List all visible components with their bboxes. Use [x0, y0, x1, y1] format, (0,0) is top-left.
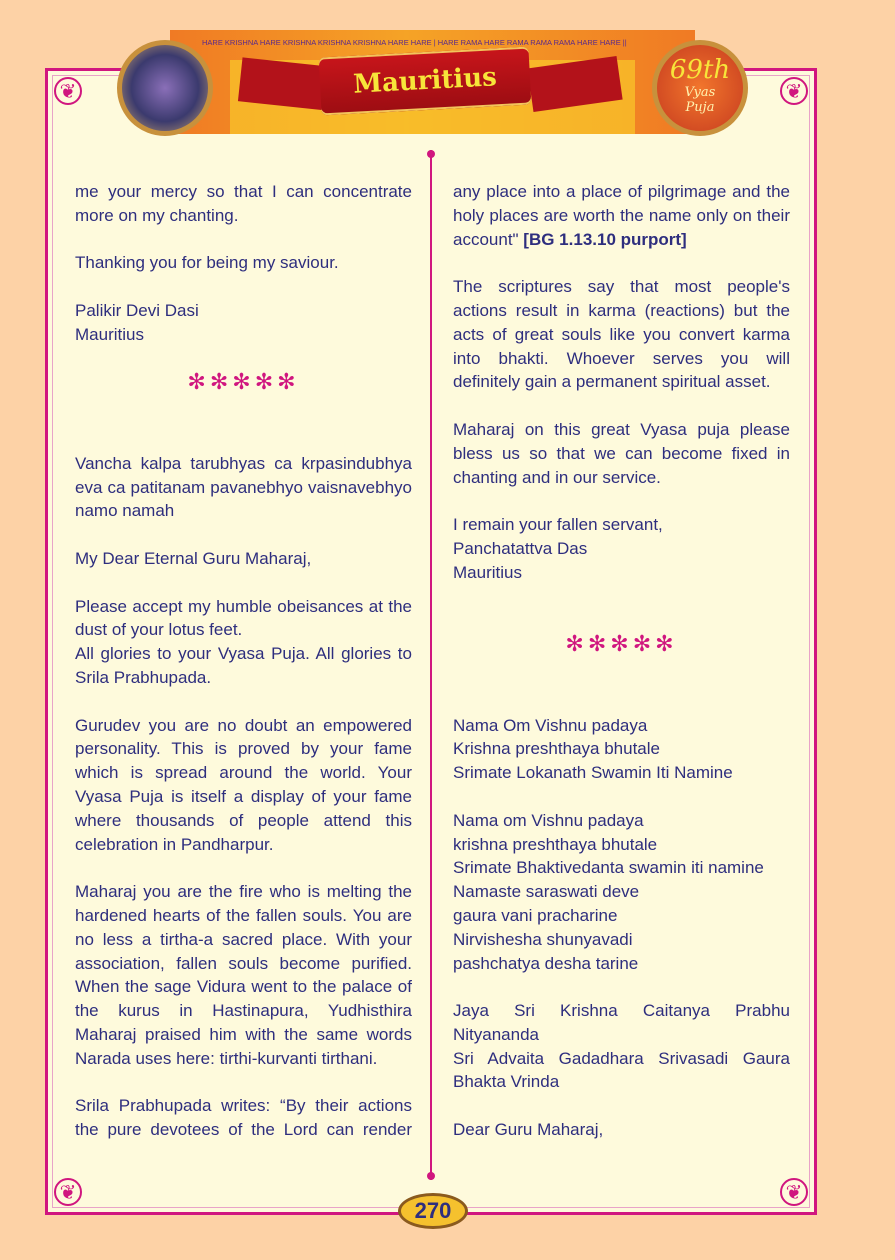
text-line [453, 1047, 790, 1071]
text-line [75, 1094, 412, 1118]
text-line [75, 928, 412, 952]
paragraph [75, 880, 412, 1070]
line-text: the kurus in Hastinapura, Yudhisthira [75, 1001, 412, 1021]
line-text: Thanking you for being my saviour. [75, 253, 339, 273]
text-line [453, 928, 790, 952]
corner-ornament-icon: ❦ [54, 77, 82, 105]
text-line [75, 1047, 412, 1071]
text-line [453, 180, 790, 204]
text-line [453, 370, 790, 394]
line-text: bless us so that we can become fixed in [453, 443, 790, 463]
text-line [453, 275, 790, 299]
line-text: Maharaj you are the fire who is melting the [75, 882, 412, 902]
text-line [453, 737, 790, 761]
line-text: Nama Om Vishnu padaya [453, 715, 648, 735]
text-line [75, 204, 412, 228]
text-line [453, 856, 790, 880]
line-text: Mauritius [75, 324, 144, 344]
text-line [453, 952, 790, 976]
text-line [453, 761, 790, 785]
paragraph [75, 180, 412, 228]
text-line [75, 904, 412, 928]
line-text: Nityananda [453, 1024, 540, 1044]
text-line [453, 299, 790, 323]
line-text: into bhakti. Whoever serves you will [453, 348, 790, 368]
paragraph [75, 452, 412, 523]
text-line [453, 347, 790, 371]
paragraph [75, 714, 412, 857]
line-text: Srimate Bhaktivedanta swamin iti namine [453, 858, 764, 878]
text-line [75, 618, 412, 642]
text-line [75, 476, 412, 500]
line-text: I remain your fallen servant, [453, 515, 663, 535]
line-text: Panchatattva Das [453, 538, 588, 558]
line-text: The scriptures say that most people's [453, 277, 790, 297]
line-text: where thousands of people attend this [75, 810, 412, 830]
corner-ornament-icon: ❦ [54, 1178, 82, 1206]
text-line [75, 666, 412, 690]
text-line [75, 952, 412, 976]
text-line [75, 499, 412, 523]
paragraph [453, 809, 790, 976]
line-text: Vancha kalpa tarubhyas ca krpasindubhya [75, 453, 412, 473]
line-text: holy places are worth the name only on their [453, 205, 790, 225]
section-separator-stars: ✻✻✻✻✻ [565, 631, 678, 657]
line-text: Maharaj praised him with the same words [75, 1024, 412, 1044]
right-column [453, 180, 790, 1166]
line-text: dust of your lotus feet. [75, 620, 243, 640]
line-text: which is spread around the world. Your [75, 763, 412, 783]
text-line [75, 642, 412, 666]
line-text: hardened hearts of the fallen souls. You are [75, 905, 412, 925]
text-line [453, 204, 790, 228]
text-line [453, 228, 790, 252]
text-line [453, 809, 790, 833]
vyas-puja-badge [652, 40, 748, 136]
corner-ornament-icon: ❦ [780, 77, 808, 105]
badge-line2: Puja [685, 100, 715, 115]
line-text: Mauritius [453, 562, 522, 582]
line-text: Please accept my humble obeisances at the [75, 596, 412, 616]
badge-line1: Vyas [684, 85, 716, 100]
text-line [453, 833, 790, 857]
line-text: Maharaj on this great Vyasa puja please [453, 419, 790, 439]
paragraph [453, 275, 790, 394]
paragraph [75, 595, 412, 690]
line-text: association, fallen souls become purified. [75, 953, 412, 973]
text-line [453, 323, 790, 347]
paragraph [453, 714, 790, 785]
line-text: pashchatya desha tarine [453, 953, 639, 973]
text-line [453, 466, 790, 490]
line-text: account" [453, 229, 519, 249]
line-text: Jaya Sri Krishna Caitanya Prabhu [453, 1001, 790, 1021]
text-line [75, 880, 412, 904]
text-line [453, 714, 790, 738]
text-line [75, 714, 412, 738]
text-line [75, 999, 412, 1023]
line-text: Srimate Lokanath Swamin Iti Namine [453, 763, 733, 783]
line-text: namo namah [75, 501, 175, 521]
column-divider [430, 150, 432, 1180]
line-text: Nama om Vishnu padaya [453, 810, 644, 830]
line-text: Krishna preshthaya bhutale [453, 739, 660, 759]
paragraph [453, 999, 790, 1094]
text-line [75, 785, 412, 809]
line-text: acts of great souls like you convert karma [453, 324, 790, 344]
line-text: Palikir Devi Dasi [75, 300, 199, 320]
line-text: Srila Prabhupada. [75, 667, 212, 687]
line-text: the pure devotees of the Lord can render [75, 1120, 412, 1140]
mantra-text: HARE KRISHNA HARE KRISHNA KRISHNA KRISHNA HARE HARE | HARE RAMA HARE RAMA RAMA RAMA HARE HARE || [202, 38, 627, 47]
paragraph [453, 513, 790, 584]
text-line [75, 452, 412, 476]
text-line [75, 323, 412, 347]
badge-number: 69th [669, 55, 731, 85]
title-ribbon [319, 47, 532, 116]
text-line [453, 1023, 790, 1047]
line-text: actions result in karma (reactions) but the [453, 300, 790, 320]
text-line [453, 1070, 790, 1094]
text-line [75, 737, 412, 761]
text-line [453, 418, 790, 442]
line-text: Vyasa Puja is itself a display of your fame [75, 786, 412, 806]
paragraph [453, 1118, 790, 1142]
text-line [75, 1023, 412, 1047]
text-line [453, 880, 790, 904]
paragraph [75, 251, 412, 275]
line-text: definitely gain a permanent spiritual asset. [453, 372, 771, 392]
text-line [453, 442, 790, 466]
line-text: no less a tirtha-a sacred place. With your [75, 929, 412, 949]
paragraph [453, 418, 790, 489]
section-separator-stars: ✻✻✻✻✻ [187, 369, 300, 395]
text-line [453, 537, 790, 561]
deity-image [117, 40, 213, 136]
line-text: chanting and in our service. [453, 467, 661, 487]
line-text: Srila Prabhupada writes: “By their actions [75, 1096, 412, 1116]
line-text: personality. This is proved by your fame [75, 739, 412, 759]
text-line [75, 1118, 412, 1142]
text-line [453, 561, 790, 585]
text-line [453, 513, 790, 537]
page-number: 270 [398, 1193, 468, 1229]
line-text: more on my chanting. [75, 205, 239, 225]
text-line [453, 999, 790, 1023]
paragraph [75, 1094, 412, 1142]
line-text: any place into a place of pilgrimage and the [453, 182, 790, 201]
paragraph [75, 299, 412, 347]
line-text: Sri Advaita Gadadhara Srivasadi Gaura [453, 1048, 790, 1068]
line-text: Bhakta Vrinda [453, 1072, 560, 1092]
line-text: celebration in Pandharpur. [75, 834, 274, 854]
text-line [75, 833, 412, 857]
text-line [453, 1118, 790, 1142]
ribbon-tail-left [238, 57, 332, 110]
line-text: My Dear Eternal Guru Maharaj, [75, 548, 312, 568]
line-text: Narada uses here: tirthi-kurvanti tirthani. [75, 1048, 378, 1068]
text-line [75, 595, 412, 619]
text-line [75, 180, 412, 204]
paragraph [75, 547, 412, 571]
text-line [75, 251, 412, 275]
line-text: All glories to your Vyasa Puja. All glories to [75, 644, 412, 664]
text-line [75, 809, 412, 833]
text-line [75, 975, 412, 999]
line-text: Gurudev you are no doubt an empowered [75, 715, 412, 735]
line-text: Namaste saraswati deve [453, 882, 640, 902]
line-text: krishna preshthaya bhutale [453, 834, 658, 854]
text-line [453, 904, 790, 928]
left-column [75, 180, 412, 1166]
page-title: Mauritius [352, 62, 498, 100]
corner-ornament-icon: ❦ [780, 1178, 808, 1206]
line-text: me your mercy so that I can concentrate [75, 182, 412, 201]
line-text: gaura vani pracharine [453, 905, 618, 925]
line-text: eva ca patitanam pavanebhyo vaisnavebhyo [75, 477, 412, 497]
text-line [75, 299, 412, 323]
paragraph [453, 180, 790, 251]
line-text: When the sage Vidura went to the palace of [75, 977, 412, 997]
text-line [75, 761, 412, 785]
text-line [75, 547, 412, 571]
line-text: Nirvishesha shunyavadi [453, 929, 633, 949]
citation: [BG 1.13.10 purport] [518, 229, 687, 249]
line-text: Dear Guru Maharaj, [453, 1120, 604, 1140]
